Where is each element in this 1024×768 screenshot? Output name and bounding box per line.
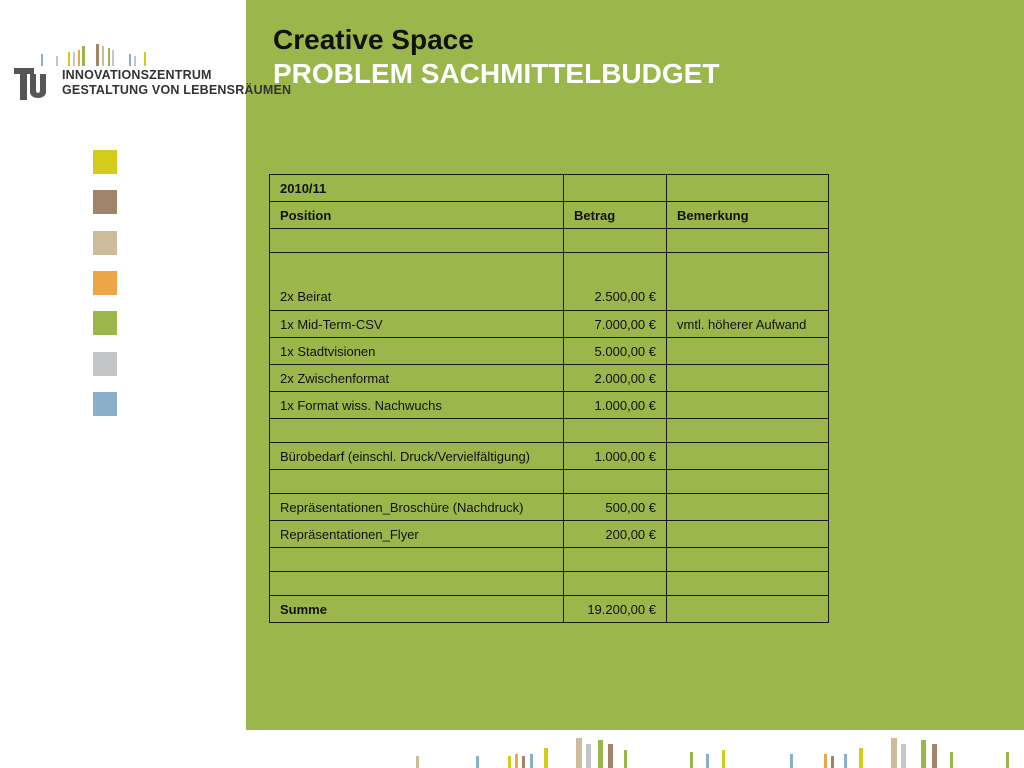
remark-cell [667, 419, 829, 443]
table-row [270, 470, 829, 494]
swatch-orange [93, 271, 117, 295]
amount-cell [564, 419, 667, 443]
remark-cell: vmtl. höherer Aufwand [667, 311, 829, 338]
year-cell: 2010/11 [270, 175, 564, 202]
logo-line-2: GESTALTUNG VON LEBENSRÄUMEN [62, 83, 292, 97]
amount-cell: 5.000,00 € [564, 338, 667, 365]
table-row [270, 229, 829, 253]
amount-cell [564, 229, 667, 253]
table-year-row [270, 175, 829, 202]
position-cell [270, 572, 564, 596]
amount-cell: 1.000,00 € [564, 392, 667, 419]
amount-cell: 200,00 € [564, 521, 667, 548]
remark-cell [667, 521, 829, 548]
table-row [270, 494, 829, 521]
footer-decorative-bars [246, 730, 1024, 768]
remark-cell [667, 494, 829, 521]
header-position: Position [270, 202, 564, 229]
amount-cell [564, 572, 667, 596]
header-bemerkung: Bemerkung [667, 202, 829, 229]
tu-berlin-logo-icon [14, 68, 50, 100]
amount-cell [564, 548, 667, 572]
header-betrag: Betrag [564, 202, 667, 229]
table-row [270, 419, 829, 443]
swatch-green [93, 311, 117, 335]
position-cell: 1x Mid-Term-CSV [270, 311, 564, 338]
logo-line-1: INNOVATIONSZENTRUM [62, 68, 212, 82]
table-row [270, 548, 829, 572]
remark-cell [667, 443, 829, 470]
table-row [270, 253, 829, 311]
remark-cell [667, 338, 829, 365]
remark-cell [667, 548, 829, 572]
swatch-yellow [93, 150, 117, 174]
position-cell [270, 419, 564, 443]
position-cell [270, 229, 564, 253]
table-row [270, 365, 829, 392]
position-cell: Repräsentationen_Broschüre (Nachdruck) [270, 494, 564, 521]
remark-cell [667, 253, 829, 311]
logo-decorative-bars [14, 42, 244, 66]
position-cell: 2x Zwischenformat [270, 365, 564, 392]
position-cell: Repräsentationen_Flyer [270, 521, 564, 548]
total-value: 19.200,00 € [564, 596, 667, 623]
remark-cell [667, 572, 829, 596]
position-cell: 1x Stadtvisionen [270, 338, 564, 365]
remark-cell [667, 365, 829, 392]
position-cell: Bürobedarf (einschl. Druck/Vervielfältigung) [270, 443, 564, 470]
position-cell: 1x Format wiss. Nachwuchs [270, 392, 564, 419]
amount-cell: 500,00 € [564, 494, 667, 521]
table-cell [667, 596, 829, 623]
amount-cell: 7.000,00 € [564, 311, 667, 338]
page-title: Creative Space [273, 24, 474, 55]
swatch-brown [93, 190, 117, 214]
table-row [270, 572, 829, 596]
table-cell [667, 175, 829, 202]
table-header-row [270, 202, 829, 229]
swatch-blue [93, 392, 117, 416]
total-label: Summe [270, 596, 564, 623]
table-row [270, 311, 829, 338]
amount-cell: 1.000,00 € [564, 443, 667, 470]
position-cell: 2x Beirat [270, 253, 564, 311]
remark-cell [667, 392, 829, 419]
position-cell [270, 470, 564, 494]
table-row [270, 521, 829, 548]
remark-cell [667, 229, 829, 253]
remark-cell [667, 470, 829, 494]
table-row [270, 392, 829, 419]
table-row [270, 338, 829, 365]
amount-cell [564, 470, 667, 494]
position-cell [270, 548, 564, 572]
logo-text [62, 68, 291, 98]
swatch-grey [93, 352, 117, 376]
budget-table [269, 174, 829, 623]
amount-cell: 2.000,00 € [564, 365, 667, 392]
table-row [270, 443, 829, 470]
page-subtitle: PROBLEM SACHMITTELBUDGET [273, 58, 720, 89]
swatch-beige [93, 231, 117, 255]
table-cell [564, 175, 667, 202]
amount-cell: 2.500,00 € [564, 253, 667, 311]
table-total-row [270, 596, 829, 623]
